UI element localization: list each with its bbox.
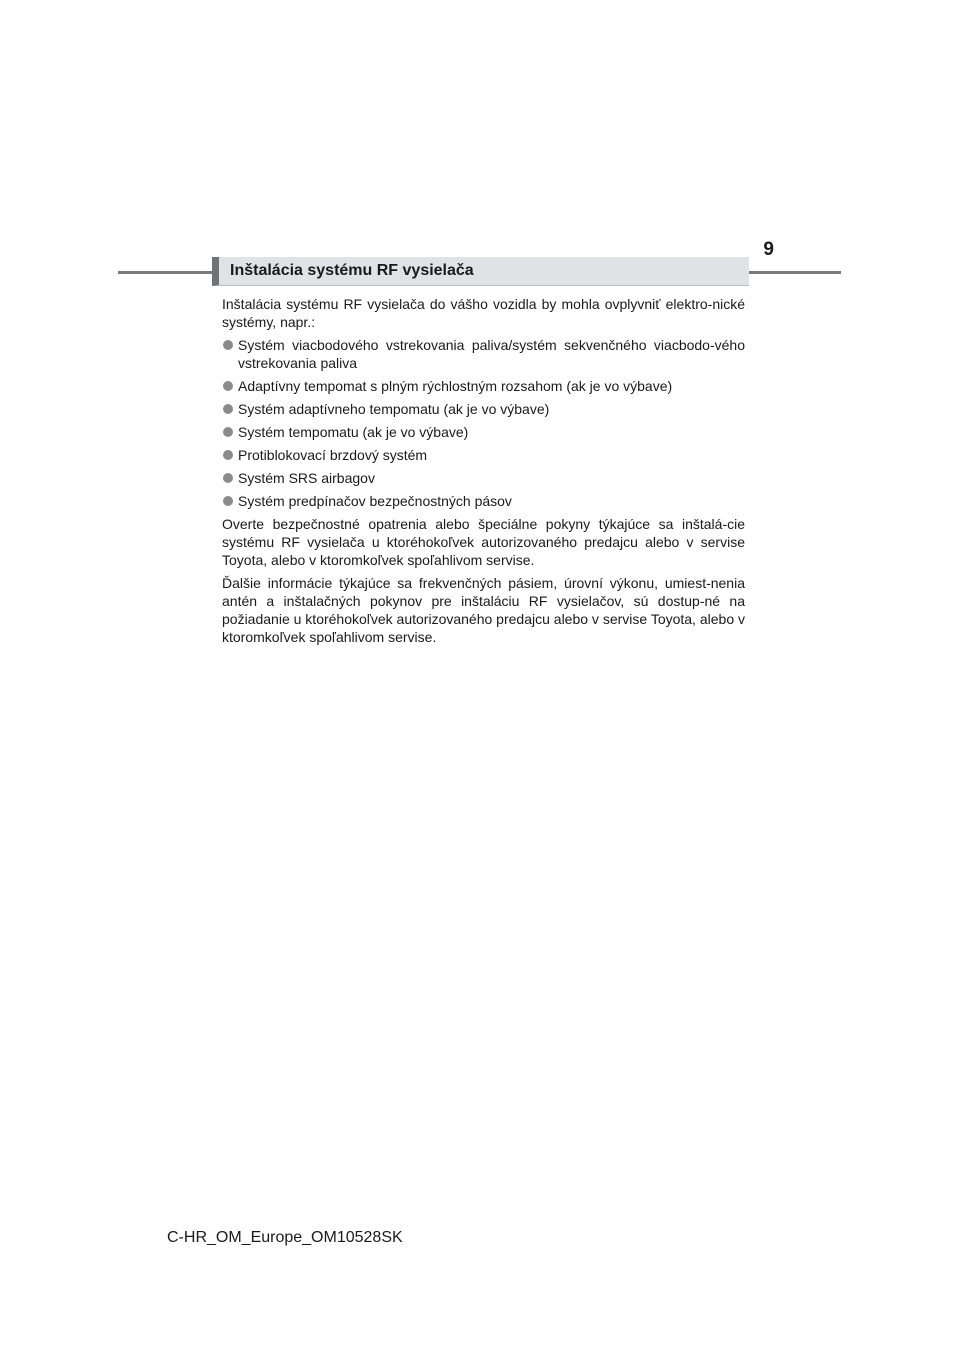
- section-heading: [212, 257, 749, 286]
- section-heading-title: Inštalácia systému RF vysielača: [230, 262, 474, 279]
- bullet-dot-icon: [223, 427, 233, 437]
- section-body: [222, 295, 745, 651]
- bullet-dot-icon: [223, 473, 233, 483]
- list-item: [222, 336, 745, 372]
- list-item: [222, 446, 745, 464]
- bullet-dot-icon: [223, 381, 233, 391]
- check-paragraph: Overte bezpečnostné opatrenia alebo špeciálne pokyny týkajúce sa inštalá-cie systému RF vysielača u ktoréhokoľvek autorizovaného predajcu alebo v servise Toyota, alebo v ktoromkoľvek spoľahlivom servise.: [222, 516, 745, 568]
- list-item-text: Systém viacbodového vstrekovania paliva/systém sekvenčného viacbodo-vého vstrekovania paliva: [238, 337, 745, 371]
- list-item: [222, 400, 745, 418]
- document-code: C-HR_OM_Europe_OM10528SK: [167, 1229, 403, 1246]
- list-item-text: Protiblokovací brzdový systém: [238, 447, 428, 463]
- list-item-text: Systém predpínačov bezpečnostných pásov: [238, 493, 512, 509]
- list-item-text: Systém SRS airbagov: [238, 470, 375, 486]
- intro-paragraph: Inštalácia systému RF vysielača do vášho vozidla by mohla ovplyvniť elektro-nické systémy, napr.:: [222, 296, 745, 330]
- bullet-dot-icon: [223, 450, 233, 460]
- bullet-dot-icon: [223, 340, 233, 350]
- list-item-text: Adaptívny tempomat s plným rýchlostným rozsahom (ak je vo výbave): [238, 378, 673, 394]
- list-item: [222, 469, 745, 487]
- affected-systems-list: [222, 336, 745, 510]
- list-item: [222, 423, 745, 441]
- list-item-text: Systém tempomatu (ak je vo výbave): [238, 424, 469, 440]
- list-item: [222, 377, 745, 395]
- list-item-text: Systém adaptívneho tempomatu (ak je vo výbave): [238, 401, 550, 417]
- bullet-dot-icon: [223, 496, 233, 506]
- more-info-paragraph: Ďalšie informácie týkajúce sa frekvenčných pásiem, úrovní výkonu, umiest-nenia antén a inštalačných pokynov pre inštaláciu RF vysielačov, sú dostup-né na požiadanie u ktoréhokoľvek autorizovaného predajcu alebo v servise Toyota, alebo v ktoromkoľvek spoľahlivom servise.: [222, 575, 745, 645]
- list-item: [222, 492, 745, 510]
- bullet-dot-icon: [223, 404, 233, 414]
- page-number: 9: [763, 239, 774, 260]
